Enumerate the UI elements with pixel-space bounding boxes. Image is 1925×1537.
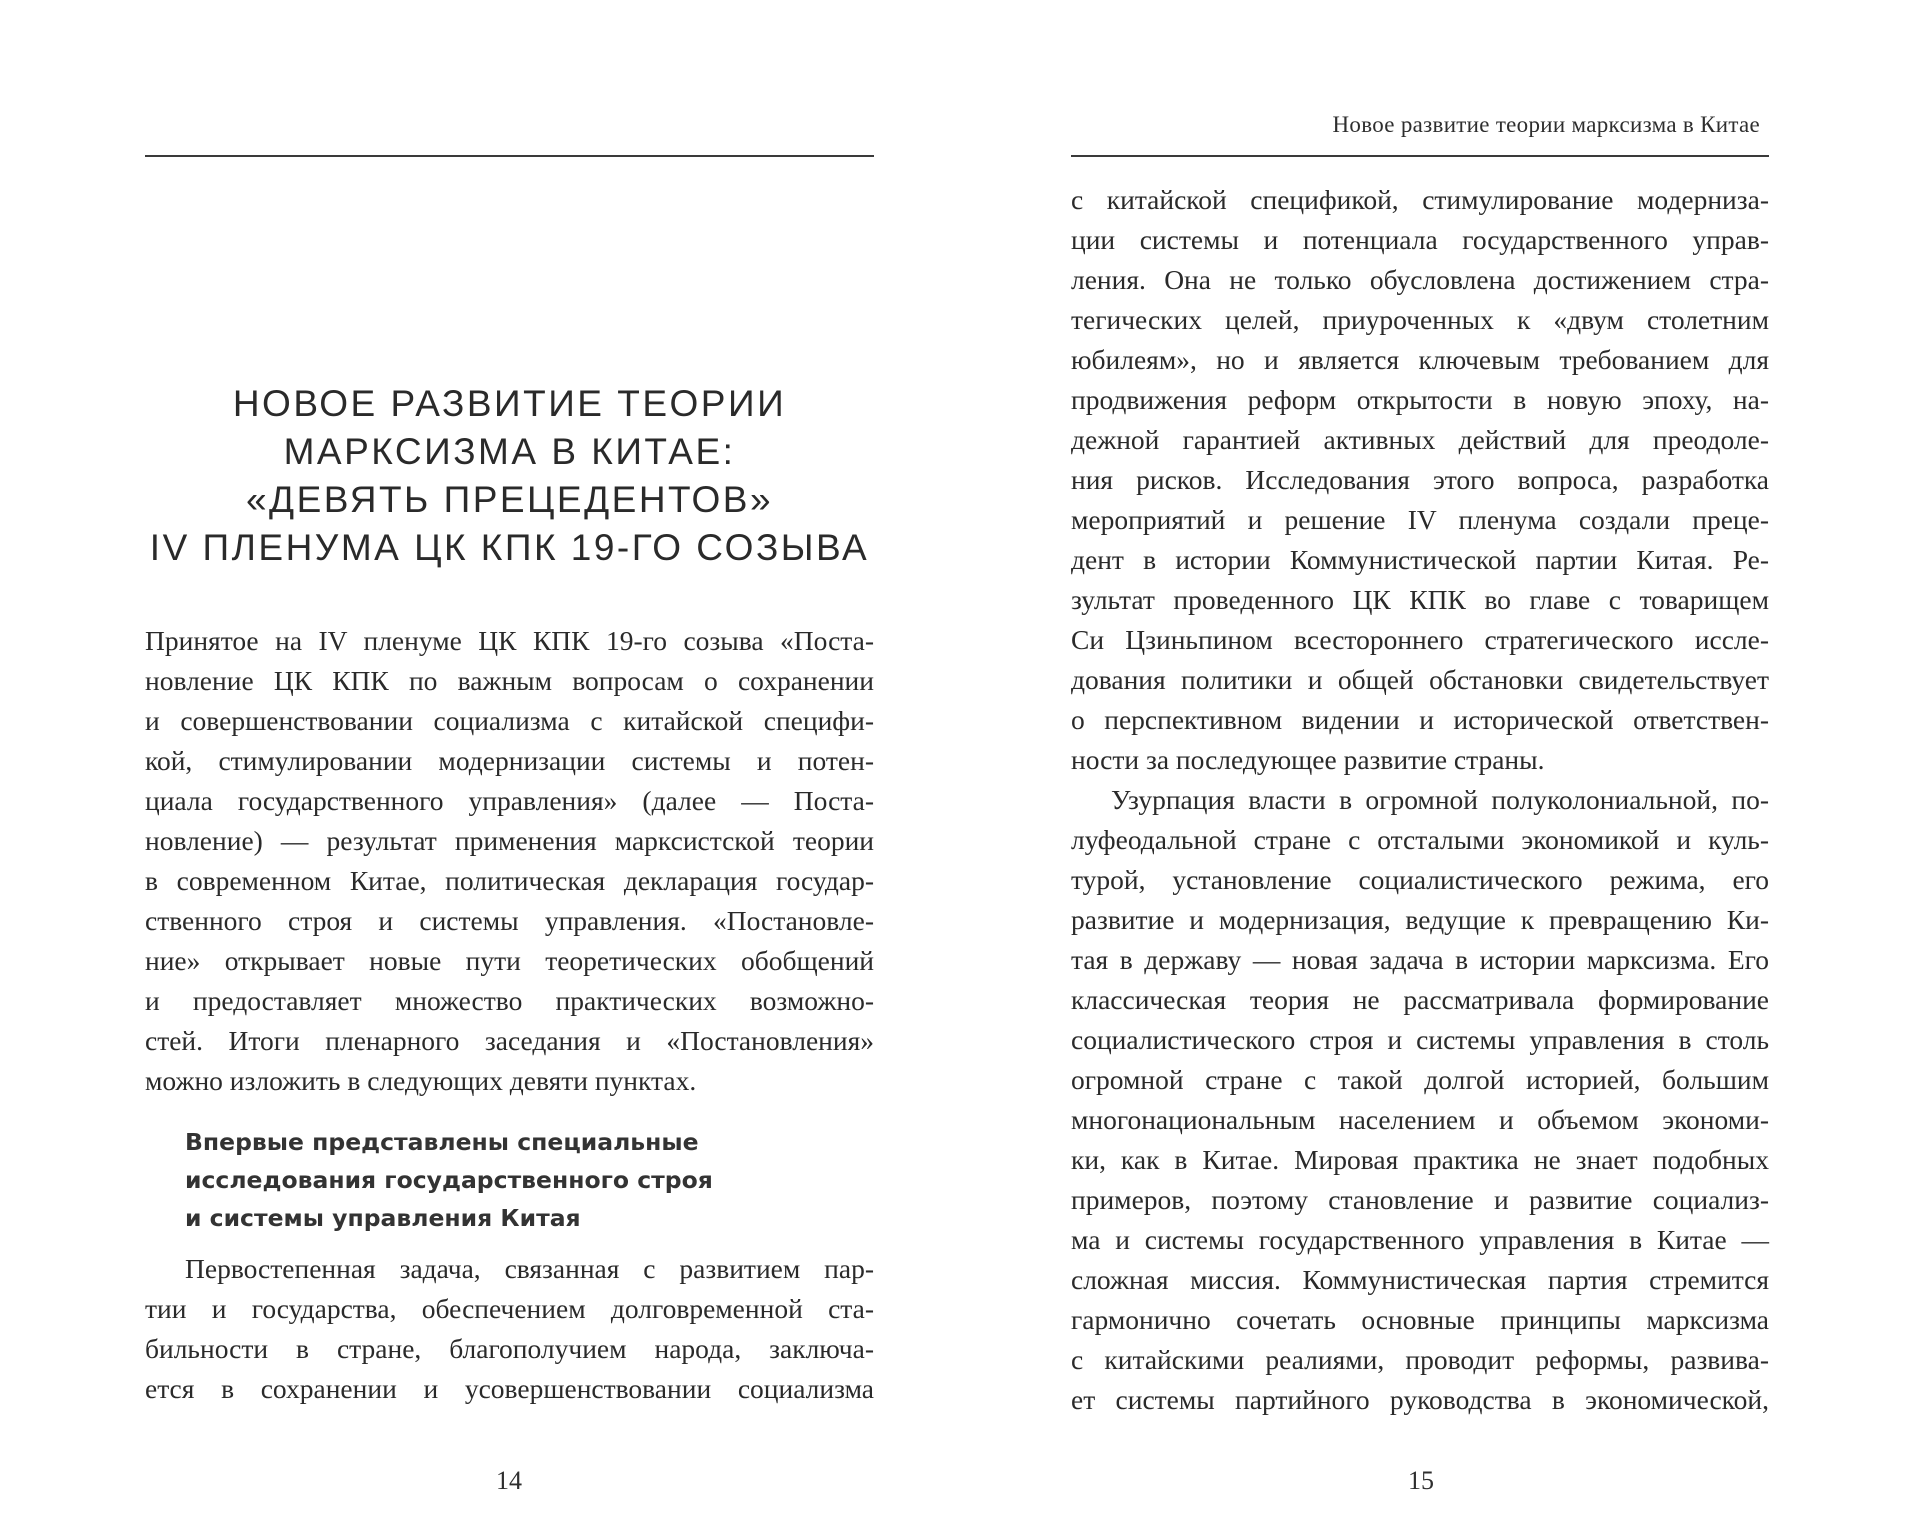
text-line: о перспективном видении и исторической ответствен-: [1071, 704, 1769, 735]
text-line: огромной стране с такой долгой историей, большим: [1071, 1064, 1769, 1095]
text-line: турой, установление социалистического режима, его: [1071, 864, 1769, 895]
text-line: Си Цзиньпином всестороннего стратегического иссле-: [1071, 624, 1769, 655]
text-line: тегических целей, приуроченных к «двум столетним: [1071, 304, 1769, 335]
text-line: мероприятий и решение IV пленума создали преце-: [1071, 504, 1769, 535]
text-line: сложная миссия. Коммунистическая партия стремится: [1071, 1264, 1769, 1295]
header-rule: [145, 155, 874, 157]
text-line: тии и государства, обеспечением долговременной ста-: [145, 1293, 874, 1324]
chapter-title-line: IV ПЛЕНУМА ЦК КПК 19-ГО СОЗЫВА: [149, 527, 870, 568]
text-line: продвижения реформ открытости в новую эпоху, на-: [1071, 384, 1769, 415]
text-line: дежной гарантией активных действий для преодоле-: [1071, 424, 1769, 455]
section-heading-line: Впервые представлены специальные: [185, 1128, 699, 1156]
text-line: ции системы и потенциала государственного управ-: [1071, 224, 1769, 255]
text-line: ния рисков. Исследования этого вопроса, разработка: [1071, 464, 1769, 495]
text-line: ности за последующее развитие страны.: [1071, 744, 1545, 775]
text-line: Первостепенная задача, связанная с развитием пар-: [185, 1253, 874, 1284]
chapter-title-line: НОВОЕ РАЗВИТИЕ ТЕОРИИ: [232, 383, 787, 424]
text-line: бильности в стране, благополучием народа, заключа-: [145, 1333, 874, 1364]
text-line: и совершенствовании социализма с китайской специфи-: [145, 705, 874, 736]
section-heading-line: и системы управления Китая: [185, 1204, 581, 1232]
text-line: ма и системы государственного управления в Китае —: [1071, 1224, 1769, 1255]
chapter-title: [145, 380, 874, 572]
section-heading: [185, 1123, 745, 1237]
text-line: дент в истории Коммунистической партии Китая. Ре-: [1071, 544, 1769, 575]
chapter-title-line: МАРКСИЗМА В КИТАЕ:: [283, 431, 736, 472]
text-line: гармонично сочетать основные принципы марксизма: [1071, 1304, 1769, 1335]
text-line: дования политики и общей обстановки свидетельствует: [1071, 664, 1769, 695]
section-heading-line: исследования государственного строя: [185, 1166, 713, 1194]
text-line: с китайской спецификой, стимулирование модерниза-: [1071, 184, 1769, 215]
section-paragraph: [145, 1249, 874, 1409]
text-line: ется в сохранении и усовершенствовании социализма: [145, 1373, 874, 1404]
text-line: новление) — результат применения марксистской теории: [145, 825, 874, 856]
page-number: 14: [496, 1466, 522, 1495]
text-line: примеров, поэтому становление и развитие социализ-: [1071, 1184, 1769, 1215]
text-line: циала государственного управления» (далее — Поста-: [145, 785, 874, 816]
text-line: зультат проведенного ЦК КПК во главе с товарищем: [1071, 584, 1769, 615]
body-text: [1071, 180, 1769, 1420]
text-line: тая в державу — новая задача в истории марксизма. Его: [1071, 944, 1769, 975]
text-line: юбилеям», но и является ключевым требованием для: [1071, 344, 1769, 375]
text-line: ления. Она не только обусловлена достижением стра-: [1071, 264, 1769, 295]
text-line: стей. Итоги пленарного заседания и «Постановления»: [145, 1025, 874, 1056]
text-line: луфеодальной стране с отсталыми экономикой и куль-: [1071, 824, 1769, 855]
left-page: [0, 0, 962, 1537]
running-head: Новое развитие теории марксизма в Китае: [1332, 112, 1760, 137]
text-line: Принятое на IV пленуме ЦК КПК 19-го созыва «Поста-: [145, 625, 874, 656]
text-line: и предоставляет множество практических возможно-: [145, 985, 874, 1016]
right-page: [962, 0, 1925, 1537]
text-line: ки, как в Китае. Мировая практика не знает подобных: [1071, 1144, 1769, 1175]
text-line: кой, стимулировании модернизации системы и потен-: [145, 745, 874, 776]
text-line: многонациональным населением и объемом экономи-: [1071, 1104, 1769, 1135]
text-line: ние» открывает новые пути теоретических обобщений: [145, 945, 874, 976]
intro-paragraph: [145, 621, 874, 1101]
chapter-title-line: «ДЕВЯТЬ ПРЕЦЕДЕНТОВ»: [245, 479, 774, 520]
text-line: ет системы партийного руководства в экономической,: [1071, 1384, 1769, 1415]
text-line: Узурпация власти в огромной полуколониальной, по-: [1111, 784, 1769, 815]
text-line: ственного строя и системы управления. «Постановле-: [145, 905, 874, 936]
text-line: в современном Китае, политическая декларация государ-: [145, 865, 874, 896]
text-line: развитие и модернизация, ведущие к превращению Ки-: [1071, 904, 1769, 935]
text-line: новление ЦК КПК по важным вопросам о сохранении: [145, 665, 874, 696]
text-line: можно изложить в следующих девяти пунктах.: [145, 1065, 697, 1096]
text-line: с китайскими реалиями, проводит реформы, развива-: [1071, 1344, 1769, 1375]
header-rule: [1071, 155, 1769, 157]
text-line: классическая теория не рассматривала формирование: [1071, 984, 1769, 1015]
text-line: социалистического строя и системы управления в столь: [1071, 1024, 1769, 1055]
page-number: 15: [1408, 1466, 1434, 1495]
